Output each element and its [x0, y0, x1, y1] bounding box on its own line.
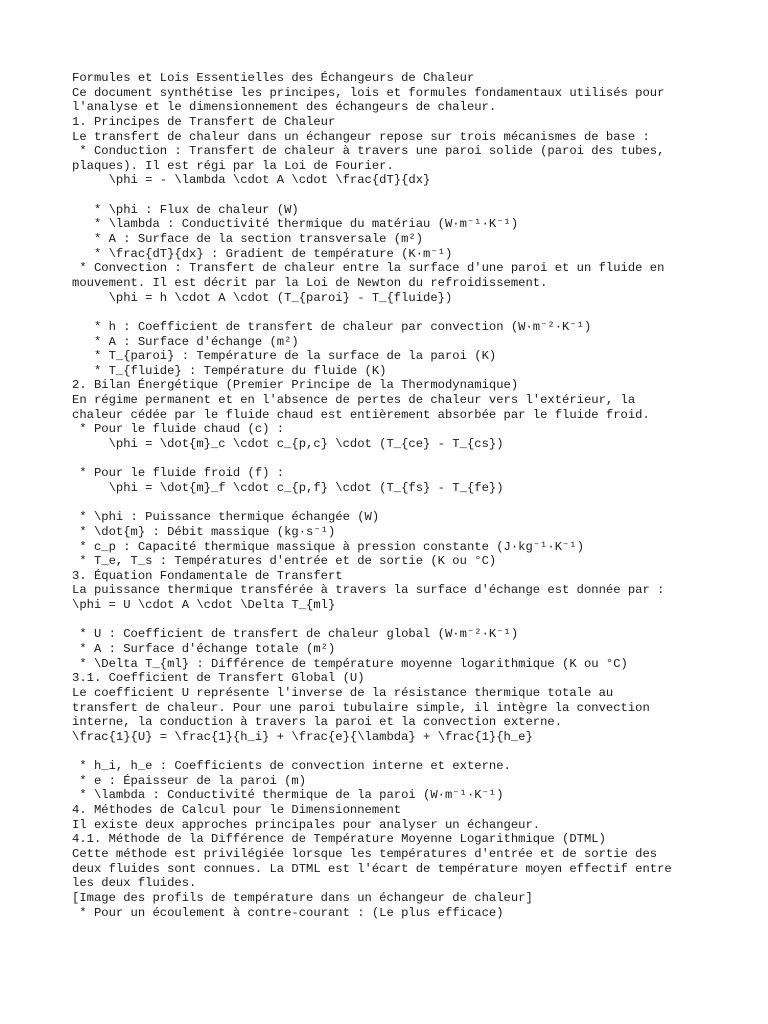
list-item: * \phi : Flux de chaleur (W): [72, 202, 299, 217]
paragraph-line: Le coefficient U représente l'inverse de la résistance thermique totale au: [72, 685, 614, 700]
list-item: * T_{fluide} : Température du fluide (K): [72, 363, 387, 378]
list-item: * \frac{dT}{dx} : Gradient de température (K·m⁻¹): [72, 246, 453, 261]
image-placeholder-text: [Image des profils de température dans un échangeur de chaleur]: [72, 890, 533, 905]
list-item: * A : Surface de la section transversale (m²): [72, 232, 424, 247]
list-item: * h : Coefficient de transfert de chaleur par convection (W·m⁻²·K⁻¹): [72, 319, 592, 334]
list-item: * T_{paroi} : Température de la surface de la paroi (K): [72, 349, 497, 364]
paragraph-line: Le transfert de chaleur dans un échangeur repose sur trois mécanismes de base :: [72, 129, 650, 144]
section-heading: 3.1. Coefficient de Transfert Global (U): [72, 671, 365, 686]
formula-line: \phi = U \cdot A \cdot \Delta T_{ml}: [72, 598, 336, 613]
formula-line: \phi = - \lambda \cdot A \cdot \frac{dT}{dx}: [72, 173, 431, 188]
formula-line: \frac{1}{U} = \frac{1}{h_i} + \frac{e}{\lambda} + \frac{1}{h_e}: [72, 729, 533, 744]
formula-line: \phi = \dot{m}_c \cdot c_{p,c} \cdot (T_{ce} - T_{cs}): [72, 437, 504, 452]
list-item: * Pour le fluide froid (f) :: [72, 466, 285, 481]
list-item: * U : Coefficient de transfert de chaleur global (W·m⁻²·K⁻¹): [72, 627, 519, 642]
blank-line: [72, 613, 702, 628]
section-heading: 2. Bilan Énergétique (Premier Principe de la Thermodynamique): [72, 378, 519, 393]
paragraph-line: deux fluides sont connues. La DTML est l'écart de température moyen effectif entre: [72, 861, 672, 876]
list-item: * Pour le fluide chaud (c) :: [72, 422, 285, 437]
list-item: * c_p : Capacité thermique massique à pression constante (J·kg⁻¹·K⁻¹): [72, 539, 585, 554]
paragraph-line: Ce document synthétise les principes, lois et formules fondamentaux utilisés pour: [72, 85, 665, 100]
paragraph-line: Cette méthode est privilégiée lorsque les températures d'entrée et de sortie des: [72, 846, 658, 861]
list-item: * Convection : Transfert de chaleur entre la surface d'une paroi et un fluide en: [72, 261, 665, 276]
paragraph-line: transfert de chaleur. Pour une paroi tubulaire simple, il intègre la convection: [72, 700, 650, 715]
list-item: * Pour un écoulement à contre-courant : (Le plus efficace): [72, 905, 504, 920]
list-item: * \phi : Puissance thermique échangée (W): [72, 510, 380, 525]
paragraph-line: Il existe deux approches principales pour analyser un échangeur.: [72, 817, 541, 832]
list-item: * A : Surface d'échange (m²): [72, 334, 299, 349]
paragraph-line: La puissance thermique transférée à travers la surface d'échange est donnée par :: [72, 583, 665, 598]
list-item: * Conduction : Transfert de chaleur à travers une paroi solide (paroi des tubes,: [72, 144, 665, 159]
paragraph-line: interne, la conduction à travers la paroi et la convection externe.: [72, 715, 563, 730]
document-title: Formules et Lois Essentielles des Échangeurs de Chaleur: [72, 71, 475, 85]
list-item: * h_i, h_e : Coefficients de convection interne et externe.: [72, 759, 511, 774]
paragraph-line: l'analyse et le dimensionnement des échangeurs de chaleur.: [72, 100, 497, 115]
list-item: * \dot{m} : Débit massique (kg·s⁻¹): [72, 524, 336, 539]
formula-line: \phi = \dot{m}_f \cdot c_{p,f} \cdot (T_{fs} - T_{fe}): [72, 480, 504, 495]
blank-line: [72, 305, 702, 320]
section-heading: 3. Équation Fondamentale de Transfert: [72, 568, 343, 583]
document-body: [72, 71, 702, 920]
blank-line: [72, 496, 702, 511]
section-heading: 4.1. Méthode de la Différence de Température Moyenne Logarithmique (DTML): [72, 832, 606, 847]
list-item: * \lambda : Conductivité thermique du matériau (W·m⁻¹·K⁻¹): [72, 217, 519, 232]
list-item: * \Delta T_{ml} : Différence de température moyenne logarithmique (K ou °C): [72, 656, 628, 671]
formula-line: \phi = h \cdot A \cdot (T_{paroi} - T_{fluide}): [72, 290, 453, 305]
section-heading: 4. Méthodes de Calcul pour le Dimensionnement: [72, 803, 402, 818]
paragraph-line: mouvement. Il est décrit par la Loi de Newton du refroidissement.: [72, 275, 548, 290]
paragraph-line: En régime permanent et en l'absence de pertes de chaleur vers l'extérieur, la: [72, 393, 636, 408]
paragraph-line: les deux fluides.: [72, 876, 197, 891]
list-item: * \lambda : Conductivité thermique de la paroi (W·m⁻¹·K⁻¹): [72, 788, 504, 803]
paragraph-line: chaleur cédée par le fluide chaud est entièrement absorbée par le fluide froid.: [72, 407, 650, 422]
list-item: * e : Épaisseur de la paroi (m): [72, 773, 307, 788]
list-item: * T_e, T_s : Températures d'entrée et de sortie (K ou °C): [72, 554, 497, 569]
list-item: * A : Surface d'échange totale (m²): [72, 641, 336, 656]
section-heading: 1. Principes de Transfert de Chaleur: [72, 114, 336, 129]
blank-line: [72, 452, 702, 467]
blank-line: [72, 744, 702, 759]
paragraph-line: plaques). Il est régi par la Loi de Fourier.: [72, 158, 394, 173]
blank-line: [72, 188, 702, 203]
